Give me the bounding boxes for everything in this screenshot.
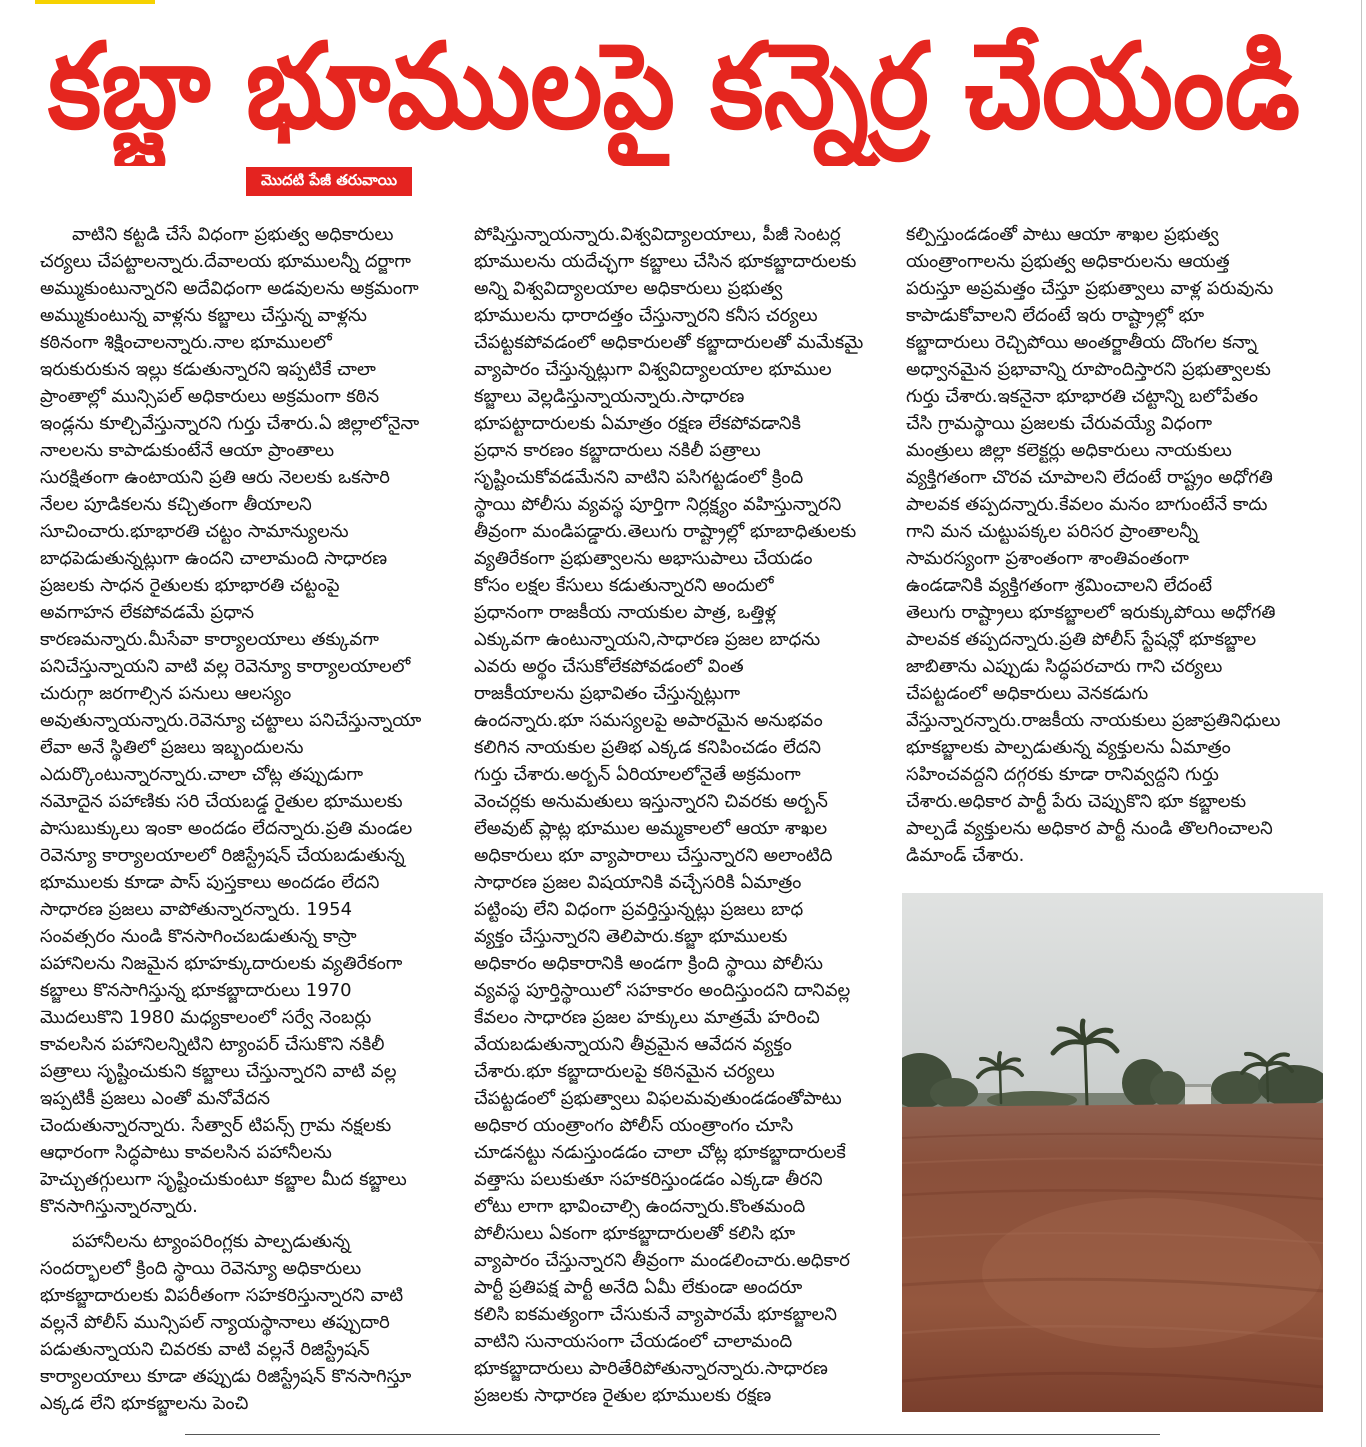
article-text-line: కఠినంగా శిక్షించాలన్నారు.నాల భూములలో bbox=[40, 332, 332, 353]
article-text-line: ఎక్కడ లేని భూకబ్జాలను పెంచి bbox=[40, 1393, 249, 1414]
article-paragraph bbox=[474, 221, 888, 1409]
article-text-line: ఇండ్లను కూల్చివేస్తున్నారని గుర్తు చేశారు.ఏ జిల్లాలోనైనా bbox=[40, 413, 420, 434]
article-text-line: ఇరుకురుకున ఇల్లు కడుతున్నారని ఇప్పటికే చాలా bbox=[40, 359, 376, 380]
article-text-line: చేపట్టకపోవడంలో అధికారులతో కబ్జాదారులతో మమేకమై bbox=[474, 332, 864, 353]
article-text-line: నమోదైన పహాణికు సరి చేయబడ్డ రైతుల భూములకు bbox=[40, 791, 403, 812]
article-column-2 bbox=[474, 221, 888, 1421]
article-text-line: కోసం లక్షల కేసులు కడుతున్నారని అందులో bbox=[474, 575, 774, 596]
article-text-line: సాధారణ ప్రజలు వాపోతున్నారన్నారు. 1954 bbox=[40, 899, 353, 920]
article-text-line: భూకబ్జాదారులు పారితేరిపోతున్నారన్నారు.సాధారణ bbox=[474, 1358, 828, 1379]
accent-bar bbox=[35, 0, 155, 4]
article-text-line: స్థాయి పోలీసు వ్యవస్థ పూర్తిగా నిర్లక్ష్యం వహిస్తున్నారని bbox=[474, 494, 842, 515]
article-text-line: ఎక్కువగా ఉంటున్నాయని,సాధారణ ప్రజల బాధను bbox=[474, 629, 821, 650]
article-text-line: సంవత్సరం నుండి కొనసాగించబడుతున్న కాస్రా bbox=[40, 926, 357, 947]
article-text-line: భూకబ్జాలకు పాల్పడుతున్న వ్యక్తులను ఏమాత్రం bbox=[906, 737, 1231, 758]
article-text-line: నేలల పూడికలను కచ్చితంగా తీయాలని bbox=[40, 494, 312, 515]
article-text-line: కొనసాగిస్తున్నారన్నారు. bbox=[40, 1196, 198, 1217]
article-text-line: కల్పిస్తుండడంతో పాటు ఆయా శాఖల ప్రభుత్వ bbox=[906, 224, 1219, 245]
article-text-line: భూములకు కూడా పాస్ పుస్తకాలు అందడం లేదని bbox=[40, 872, 380, 893]
article-text-line: పట్టింపు లేని విధంగా ప్రవర్తిస్తున్నట్లు ప్రజలు బాధ bbox=[474, 899, 804, 920]
article-text-line: పాలవక తప్పదన్నారు.కేవలం మనం బాగుంటేనే కాదు bbox=[906, 494, 1268, 515]
article-text-line: చర్యలు చేపట్టాలన్నారు.దేవాలయ భూములన్నీ దర్జాగా bbox=[40, 251, 411, 272]
article-text-line: చెందుతున్నారన్నారు. సేత్వార్ టిపన్స్ గ్రామ నక్షలకు bbox=[40, 1115, 392, 1136]
article-text-line: రాజకీయాలను ప్రభావితం చేస్తున్నట్లుగా bbox=[474, 683, 741, 704]
article-text-line: కాపాడుకోవాలని లేదంటే ఇరు రాష్ట్రాల్లో భూ bbox=[906, 305, 1205, 326]
headline-container bbox=[48, 6, 1300, 166]
article-text-line: వ్యాపారం చేస్తున్నట్లుగా విశ్వవిద్యాలయాల భూముల bbox=[474, 359, 832, 380]
article-text-line: డిమాండ్ చేశారు. bbox=[906, 845, 1025, 866]
bottom-rule bbox=[185, 1434, 1160, 1435]
article-column-1 bbox=[40, 221, 452, 1431]
article-text-line: పోలీసులు ఏకంగా భూకబ్జాదారులతో కలిసి భూ bbox=[474, 1223, 796, 1244]
article-text-line: అమ్ముకుంటున్న వాళ్లను కబ్జాలు చేస్తున్న వాళ్లను bbox=[40, 305, 367, 326]
article-text-line: సందర్భాలలో క్రింది స్థాయి రెవెన్యూ అధికారులు bbox=[40, 1258, 362, 1279]
article-text-line: సురక్షితంగా ఉంటాయని ప్రతి ఆరు నెలలకు ఒకసారి bbox=[40, 467, 390, 488]
article-text-line: తీవ్రంగా మండిపడ్డారు.తెలుగు రాష్ట్రాల్లో భూబాధితులకు bbox=[474, 521, 857, 542]
article-text-line: గుర్తు చేశారు.ఇకనైనా భూభారతి చట్టాన్ని బలోపేతం bbox=[906, 386, 1258, 407]
article-text-line: యంత్రాంగాలను ప్రభుత్వ అధికారులను ఆయత్త bbox=[906, 251, 1230, 272]
article-text-line: రెవెన్యూ కార్యాలయాలలో రిజిస్ట్రేషన్ చేయబడుతున్న bbox=[40, 845, 405, 866]
article-text-line: పడుతున్నాయని చివరకు వాటి వల్లనే రిజిస్ట్రేషన్ bbox=[40, 1339, 370, 1360]
article-text-line: ప్రధానంగా రాజకీయ నాయకుల పాత్ర, ఒత్తిళ్ల bbox=[474, 602, 777, 623]
article-paragraph bbox=[906, 221, 1324, 869]
article-text-line: అన్ని విశ్వవిద్యాలయాల అధికారులు ప్రభుత్వ bbox=[474, 278, 783, 299]
building bbox=[1185, 1084, 1211, 1107]
article-text-line: అధికార యంత్రాంగం పోలీస్ యంత్రాంగం చూసి bbox=[474, 1115, 794, 1136]
article-text-line: ప్రధాన కారణం కబ్జాదారులు నకిలీ పత్రాలు bbox=[474, 440, 761, 461]
article-text-line: పరుస్తూ అప్రమత్తం చేస్తూ ప్రభుత్వాలు వాళ్ల పరువును bbox=[906, 278, 1274, 299]
article-text-line: నాలలను కాపాడుకుంటేనే ఆయా ప్రాంతాలు bbox=[40, 440, 335, 461]
article-text-line: భూకబ్జాదారులకు విపరీతంగా సహకరిస్తున్నారని వాటి bbox=[40, 1285, 404, 1306]
article-text-line: లోటు లాగా భావించాల్సి ఉందన్నారు.కొంతమంది bbox=[474, 1196, 806, 1217]
article-paragraph bbox=[40, 1228, 452, 1417]
article-text-line: చేపట్టడంలో ప్రభుత్వాలు విఫలమవుతుండడంతోపాటు bbox=[474, 1088, 842, 1109]
article-text-line: చేపట్టడంలో అధికారులు వెనకడుగు bbox=[906, 683, 1149, 704]
article-text-line: వ్యక్తిగతంగా చొరవ చూపాలని లేదంటే రాష్ట్రం అధోగతి bbox=[906, 467, 1273, 488]
headline: కబ్జా భూములపై కన్నెర్ర చేయండి bbox=[48, 17, 1300, 155]
article-text-line: కబ్జాలు వెల్లడిస్తున్నాయన్నారు.సాధారణ bbox=[474, 386, 745, 407]
article-text-line: వ్యక్తం చేస్తున్నారని తెలిపారు.కబ్జా భూములకు bbox=[474, 926, 788, 947]
article-text-line: అధ్వానమైన ప్రభావాన్ని రూపొందిస్తారని ప్రభుత్వాలకు bbox=[906, 359, 1271, 380]
article-text-line: వల్లనే పోలీస్ మున్సిపల్ న్యాయస్థానాలు తప్పుదారి bbox=[40, 1312, 390, 1333]
article-text-line: పార్టీ ప్రతిపక్ష పార్టీ అనేది ఏమీ లేకుండా అందరూ bbox=[474, 1277, 803, 1298]
article-text-line: కావలసిన పహానిలన్నిటిని ట్యాంపర్ చేసుకొని నకిలీ bbox=[40, 1034, 385, 1055]
article-text-line: బాధపెడుతున్నట్లుగా ఉందని చాలామంది సాధారణ bbox=[40, 548, 388, 569]
article-text-line: కలిసి ఐకమత్యంగా చేసుకునే వ్యాపారమే భూకబ్జాలని bbox=[474, 1304, 838, 1325]
article-text-line: అధికారులు భూ వ్యాపారాలు చేస్తున్నారని అలాంటిది bbox=[474, 845, 833, 866]
article-text-line: సామరస్యంగా ప్రశాంతంగా శాంతివంతంగా bbox=[906, 548, 1189, 569]
article-text-line: పహానీలను ట్యాంపరింగ్లకు పాల్పడుతున్న bbox=[72, 1231, 351, 1252]
article-text-line: వాటిని సునాయసంగా చేయడంలో చాలామంది bbox=[474, 1331, 793, 1352]
article-text-line: మొదలుకొని 1980 మధ్యకాలంలో సర్వే నెంబర్లు bbox=[40, 1007, 372, 1028]
article-text-line: వేయబడుతున్నాయని తీవ్రమైన ఆవేదన వ్యక్తం bbox=[474, 1034, 792, 1055]
article-text-line: సృష్టించుకోవడమేనని వాటిని పసిగట్టడంలో క్రింది bbox=[474, 467, 804, 488]
article-text-line: చేశారు.భూ కబ్జాదారులపై కఠినమైన చర్యలు bbox=[474, 1061, 775, 1082]
continued-label-text: మొదటి పేజీ తరువాయి bbox=[260, 170, 398, 189]
article-text-line: పోషిస్తున్నాయన్నారు.విశ్వవిద్యాలయాలు, పీజీ సెంటర్ల bbox=[474, 224, 841, 245]
article-text-line: పాల్పడే వ్యక్తులను అధికార పార్టీ నుండి తొలగించాలని bbox=[906, 818, 1273, 839]
article-text-line: వెంచర్లకు అనుమతులు ఇస్తున్నారని చివరకు అర్బన్ bbox=[474, 791, 828, 812]
article-text-line: పాలవక తప్పదన్నారు.ప్రతి పోలీస్ స్టేషన్లో భూకబ్జాల bbox=[906, 629, 1257, 650]
article-text-line: వ్యవస్థ పూర్తిస్థాయిలో సహకారం అందిస్తుందని దానివల్ల bbox=[474, 980, 851, 1001]
article-text-line: చురుగ్గా జరగాల్సిన పనులు ఆలస్యం bbox=[40, 683, 292, 704]
article-text-line: చేసి గ్రామస్థాయి ప్రజలకు చేరువయ్యే విధంగా bbox=[906, 413, 1213, 434]
article-text-line: పత్రాలు సృష్టించుకుని కబ్జాలు చేస్తున్నారని వాటి వల్ల bbox=[40, 1061, 397, 1082]
article-column-3 bbox=[906, 221, 1324, 881]
article-text-line: లేవా అనే స్థితిలో ప్రజలు ఇబ్బందులను bbox=[40, 737, 304, 758]
article-text-line: వత్తాసు పలుకుతూ సహకరిస్తుండడం ఎక్కడా తీరని bbox=[474, 1169, 823, 1190]
article-text-line: అవుతున్నాయన్నారు.రెవెన్యూ చట్టాలు పనిచేస్తున్నాయా bbox=[40, 710, 422, 731]
article-paragraph bbox=[40, 221, 452, 1220]
article-text-line: కలిగిన నాయకుల ప్రతిభ ఎక్కడ కనిపించడం లేదని bbox=[474, 737, 822, 758]
article-text-line: తెలుగు రాష్ట్రాలు భూకబ్జాలలో ఇరుక్కుపోయి అధోగతి bbox=[906, 602, 1276, 623]
page-edge-rule bbox=[1361, 0, 1362, 1447]
article-text-line: సూచించారు.భూభారతి చట్టం సామాన్యులను bbox=[40, 521, 349, 542]
article-text-line: ఎదుర్కొంటున్నారన్నారు.చాలా చోట్ల తప్పుడుగా bbox=[40, 764, 364, 785]
article-text-line: కబ్జాదారులు రెచ్చిపోయి అంతర్జాతీయ దొంగల కన్నా bbox=[906, 332, 1258, 353]
article-text-line: ప్రజలకు సాధన రైతులకు భూభారతి చట్టంపై bbox=[40, 575, 340, 596]
article-text-line: ఇప్పటికీ ప్రజలు ఎంతో మనోవేదన bbox=[40, 1088, 270, 1109]
article-text-line: గుర్తు చేశారు.అర్బన్ ఏరియాలలోనైతే అక్రమంగా bbox=[474, 764, 801, 785]
article-text-line: పాసుబుక్కులు ఇంకా అందడం లేదన్నారు.ప్రతి మండల bbox=[40, 818, 413, 839]
article-text-line: భూములను ధారాదత్తం చేస్తున్నారని కనీస చర్యలు bbox=[474, 305, 818, 326]
article-text-line: ప్రాంతాల్లో మున్సిపల్ అధికారులు అక్రమంగా కఠిన bbox=[40, 386, 380, 407]
article-text-line: అవగాహన లేకపోవడమే ప్రధాన bbox=[40, 602, 255, 623]
field-photo bbox=[902, 893, 1323, 1412]
article-text-line: ఉండడానికి వ్యక్తిగతంగా శ్రమించాలని లేదంటే bbox=[906, 575, 1213, 596]
article-text-line: ప్రజలకు సాధారణ రైతుల భూములకు రక్షణ bbox=[474, 1385, 772, 1406]
article-text-line: హెచ్చుతగ్గులుగా సృష్టించుకుంటూ కబ్జాల మీద కబ్జాలు bbox=[40, 1169, 407, 1190]
article-text-line: మంత్రులు జిల్లా కలెక్టర్లు అధికారులు నాయకులు bbox=[906, 440, 1232, 461]
article-text-line: అధికారం అధికారానికి అండగా క్రింది స్థాయి పోలీసు bbox=[474, 953, 823, 974]
article-text-line: భూపట్టాదారులకు ఏమాత్రం రక్షణ లేకపోవడానికి bbox=[474, 413, 801, 434]
article-text-line: చేశారు.అధికార పార్టీ పేరు చెప్పుకొని భూ కబ్జాలకు bbox=[906, 791, 1247, 812]
article-text-line: గాని మన చుట్టుపక్కల పరిసర ప్రాంతాలన్నీ bbox=[906, 521, 1199, 542]
continued-from-front-page-label bbox=[246, 167, 412, 196]
article-text-line: కేవలం సాధారణ ప్రజల హక్కులు మాత్రమే హరించి bbox=[474, 1007, 820, 1028]
article-text-line: పనిచేస్తున్నాయని వాటి వల్ల రెవెన్యూ కార్యాలయాలలో bbox=[40, 656, 411, 677]
article-text-line: భూములను యదేచ్ఛగా కబ్జాలు చేసిన భూకబ్జాదారులకు bbox=[474, 251, 857, 272]
article-text-line: వ్యతిరేకంగా ప్రభుత్వాలను అభాసుపాలు చేయడం bbox=[474, 548, 813, 569]
article-text-line: కార్యాలయాలు కూడా తప్పుడు రిజిస్ట్రేషన్ కొనసాగిస్తూ bbox=[40, 1366, 412, 1387]
article-text-line: పహానిలను నిజమైన భూహక్కుదారులకు వ్యతిరేకంగా bbox=[40, 953, 403, 974]
article-text-line: వ్యాపారం చేస్తున్నారని తీవ్రంగా మండలించారు.అధికార bbox=[474, 1250, 850, 1271]
article-text-line: అమ్ముకుంటున్నారని అదేవిధంగా అడవులను అక్రమంగా bbox=[40, 278, 419, 299]
article-text-line: కారణమన్నారు.మీసేవా కార్యాలయాలు తక్కువగా bbox=[40, 629, 379, 650]
article-text-line: ఆధారంగా సిద్ధపాటు కావలసిన పహానీలను bbox=[40, 1142, 332, 1163]
article-text-line: ఉందన్నారు.భూ సమస్యలపై అపారమైన అనుభవం bbox=[474, 710, 823, 731]
article-text-line: జాబితాను ఎప్పుడు సిద్ధపరచారు గాని చర్యలు bbox=[906, 656, 1223, 677]
article-text-line: కబ్జాలు కొనసాగిస్తున్న భూకబ్జాదారులు 1970 bbox=[40, 980, 352, 1001]
article-text-line: సహించవద్దని దగ్గరకు కూడా రానివ్వద్దని గుర్తు bbox=[906, 764, 1219, 785]
article-text-line: సాధారణ ప్రజల విషయానికి వచ్చేసరికి ఏమాత్రం bbox=[474, 872, 802, 893]
article-text-line: వేస్తున్నారన్నారు.రాజకీయ నాయకులు ప్రజాప్రతినిధులు bbox=[906, 710, 1281, 731]
article-text-line: చూడనట్టు నడుస్తుండడం చాలా చోట్ల భూకబ్జాదారులకే bbox=[474, 1142, 846, 1163]
article-text-line: ఎవరు అర్థం చేసుకోలేకపోవడంలో వింత bbox=[474, 656, 744, 677]
article-text-line: వాటిని కట్టడి చేసే విధంగా ప్రభుత్వ అధికారులు bbox=[72, 224, 394, 245]
article-text-line: లేఅవుట్ ప్లాట్ల భూముల అమ్మకాలలో ఆయా శాఖల bbox=[474, 818, 828, 839]
